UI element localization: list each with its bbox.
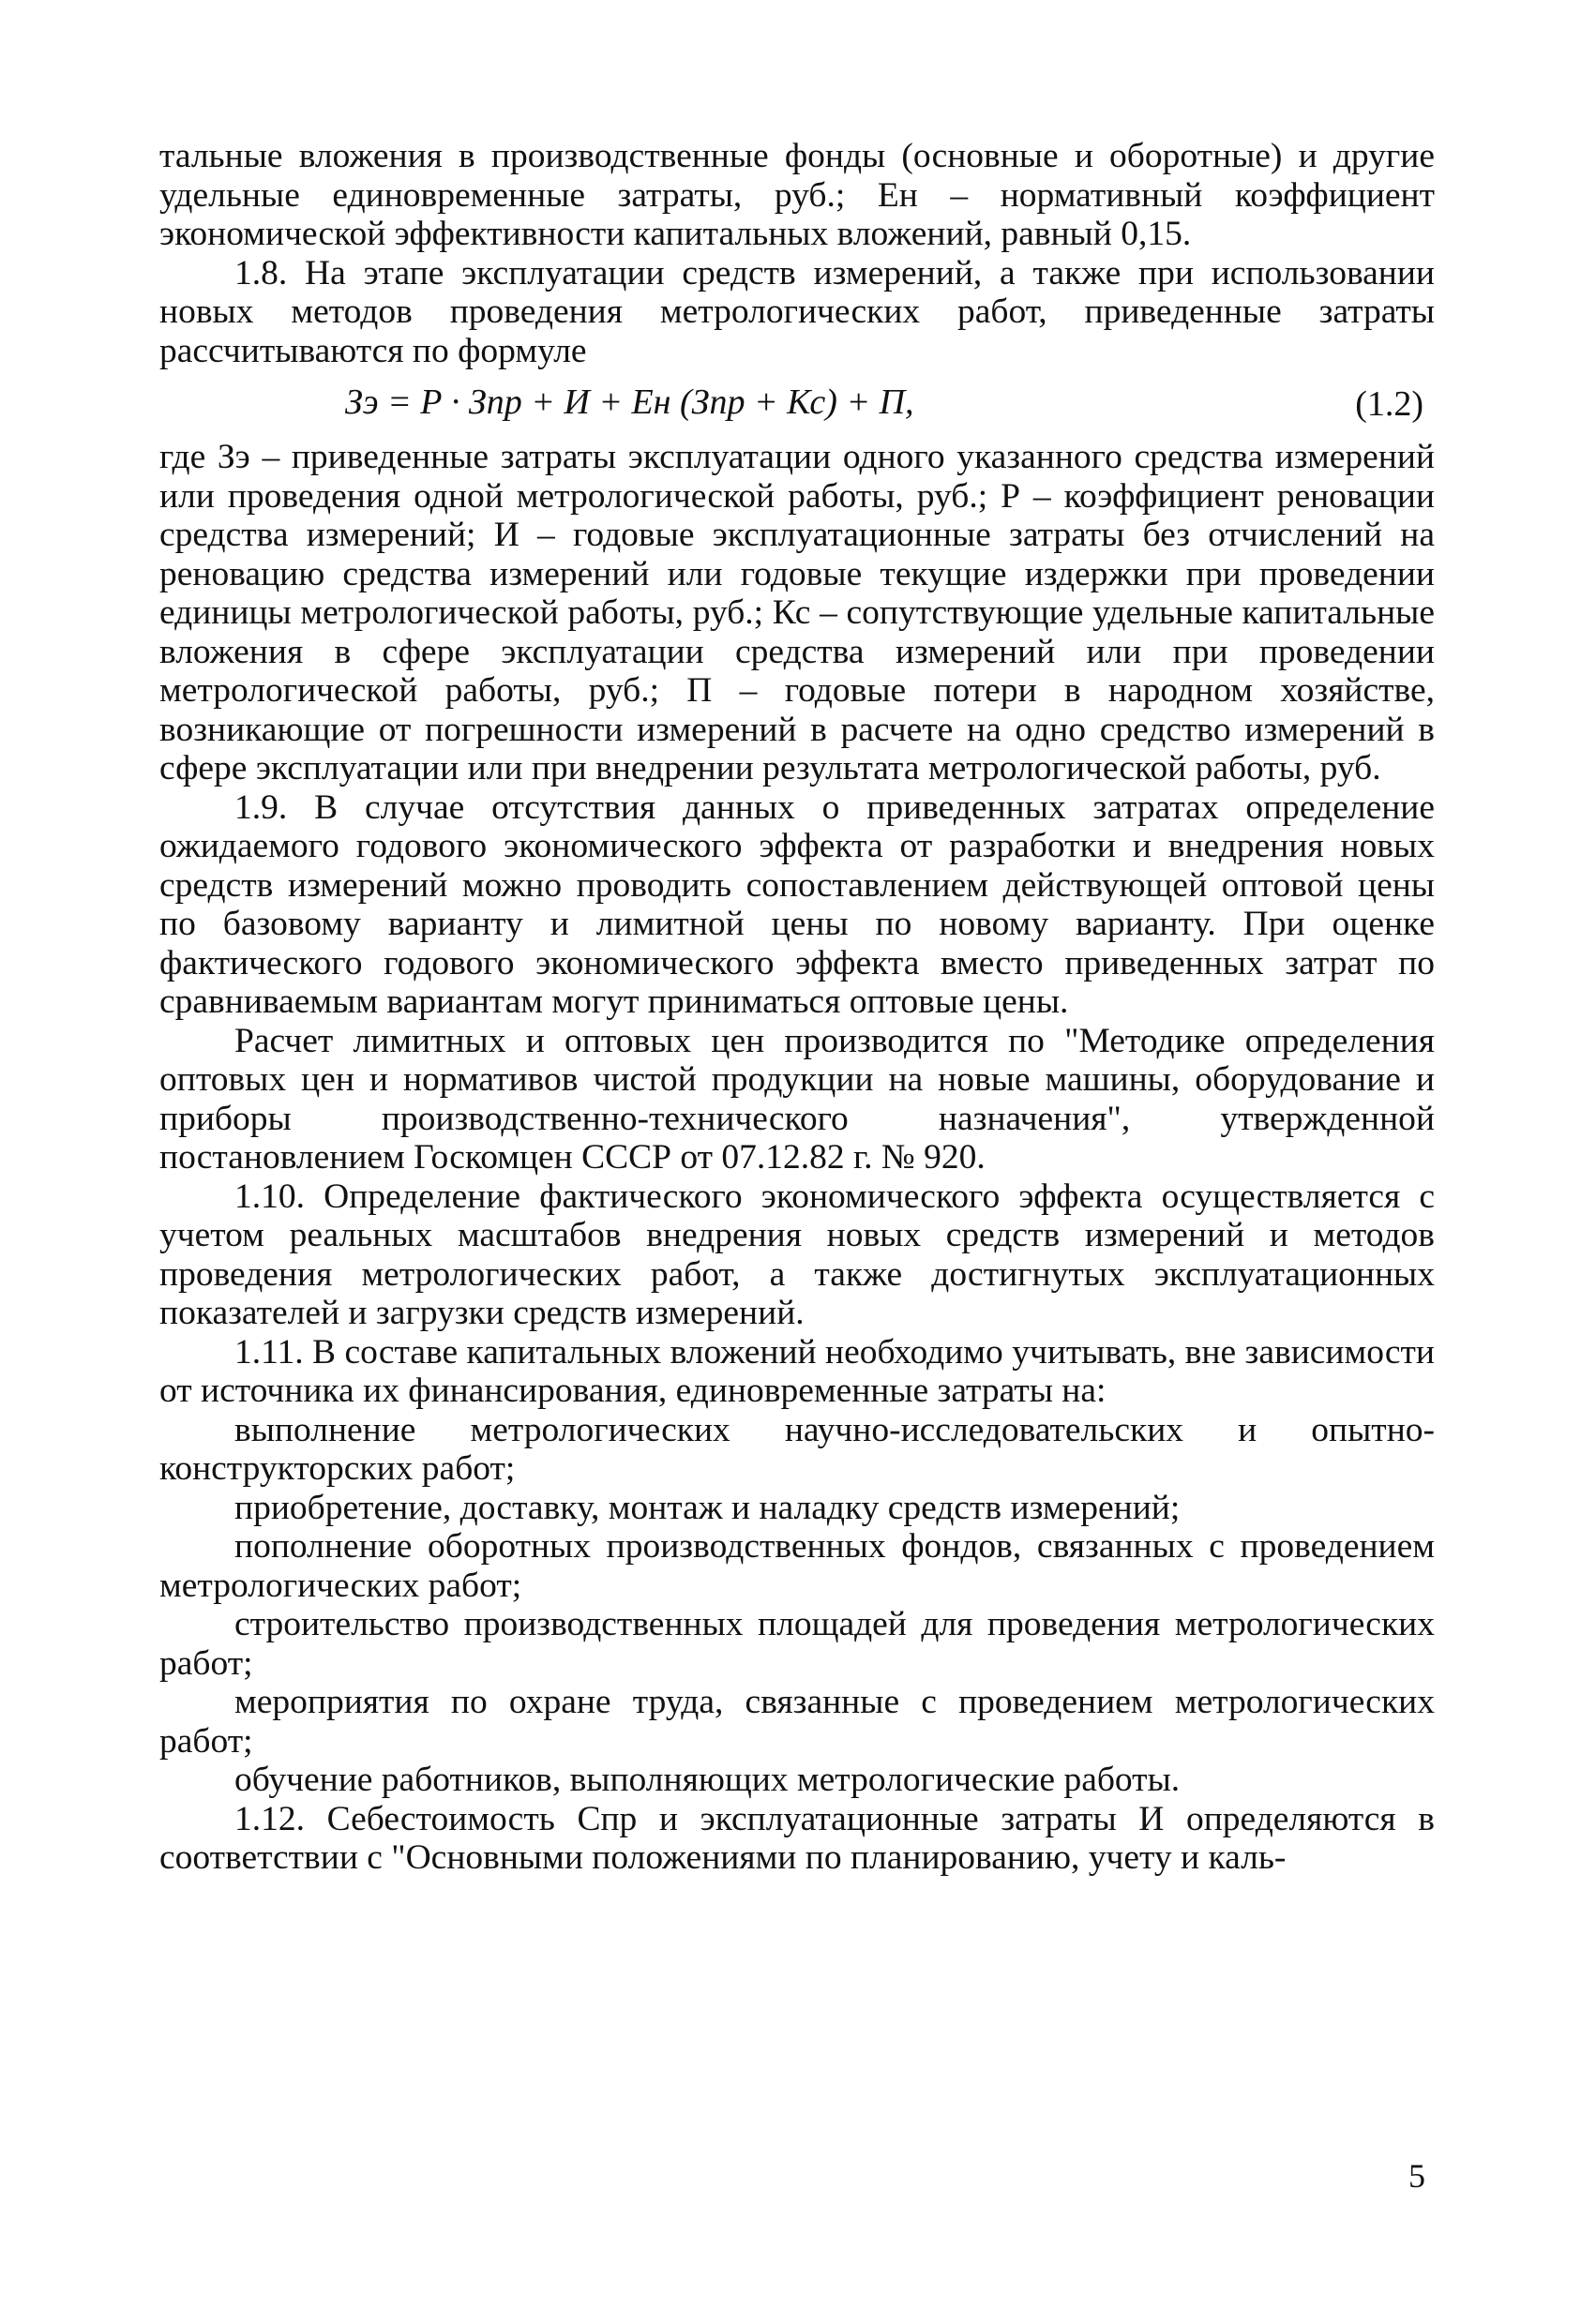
paragraph-1-9: 1.9. В случае отсутствия данных о приведенных затратах определение ожидаемого годового экономического эффекта от разработки и внедрения новых средств измерений можно проводить сопоставлением действующей оптовой цены по базовому варианту и лимитной цены по новому варианту. При оценке фактического годового экономического эффекта вместо приведенных затрат по сравниваемым вариантам могут приниматься оптовые цены.	[159, 787, 1435, 1021]
paragraph-where: где Зэ – приведенные затраты эксплуатации одного указанного средства измерений или проведения одной метрологической работы, руб.; Р – коэффициент реновации средства измерений; И – годовые эксплуатационные затраты без отчислений на реновацию средства измерений или годовые текущие издержки при проведении единицы метрологической работы, руб.; Кс – сопутствующие удельные капитальные вложения в сфере эксплуатации средства измерений или при проведении метрологической работы, руб.; П – годовые потери в народном хозяйстве, возникающие от погрешности измерений в расчете на одно средство измерений в сфере эксплуатации или при внедрении результата метрологической работы, руб.	[159, 438, 1435, 787]
list-item: мероприятия по охране труда, связанные с проведением метрологических работ;	[159, 1683, 1435, 1761]
paragraph-continuation: тальные вложения в производственные фонды (основные и оборотные) и другие удельные единовременные затраты, руб.; Ен – нормативный коэффициент экономической эффективности капитальных вложений, равный 0,15.	[159, 137, 1435, 253]
list-item: приобретение, доставку, монтаж и наладку средств измерений;	[234, 1488, 1181, 1527]
list-item: обучение работников, выполняющих метрологические работы.	[234, 1761, 1181, 1799]
paragraph-1-10: 1.10. Определение фактического экономического эффекта осуществляется с учетом реальных масштабов внедрения новых средств измерений и методов проведения метрологических работ, а также достигнутых эксплуатационных показателей и загрузки средств измерений.	[159, 1177, 1435, 1332]
list-item: выполнение метрологических научно-исследовательских и опытно-конструкторских работ;	[159, 1410, 1435, 1488]
page-number: 5	[1408, 2157, 1425, 2195]
paragraph-1-8: 1.8. На этапе эксплуатации средств измерений, а также при использовании новых методов проведения метрологических работ, приведенные затраты рассчитываются по формуле	[159, 253, 1435, 370]
formula-row	[159, 380, 1435, 432]
formula-1-2: Зэ = Р · Зпр + И + Ен (Зпр + Кс) + П,	[345, 382, 914, 422]
list-item: строительство производственных площадей для проведения метрологических работ;	[159, 1605, 1435, 1683]
formula-number: (1.2)	[1355, 384, 1423, 424]
paragraph-1-11: 1.11. В составе капитальных вложений необходимо учитывать, вне зависимости от источника их финансирования, единовременные затраты на:	[159, 1332, 1435, 1410]
list-item: пополнение оборотных производственных фондов, связанных с проведением метрологических работ;	[159, 1527, 1435, 1605]
page-body	[159, 137, 1435, 1878]
paragraph-prices: Расчет лимитных и оптовых цен производится по "Методике определения оптовых цен и нормативов чистой продукции на новые машины, оборудование и приборы производственно-технического назначения", утвержденной постановлением Госкомцен СССР от 07.12.82 г. № 920.	[159, 1021, 1435, 1177]
paragraph-1-12: 1.12. Себестоимость Спр и эксплуатационные затраты И определяются в соответствии с "Основными положениями по планированию, учету и каль-	[159, 1799, 1435, 1877]
